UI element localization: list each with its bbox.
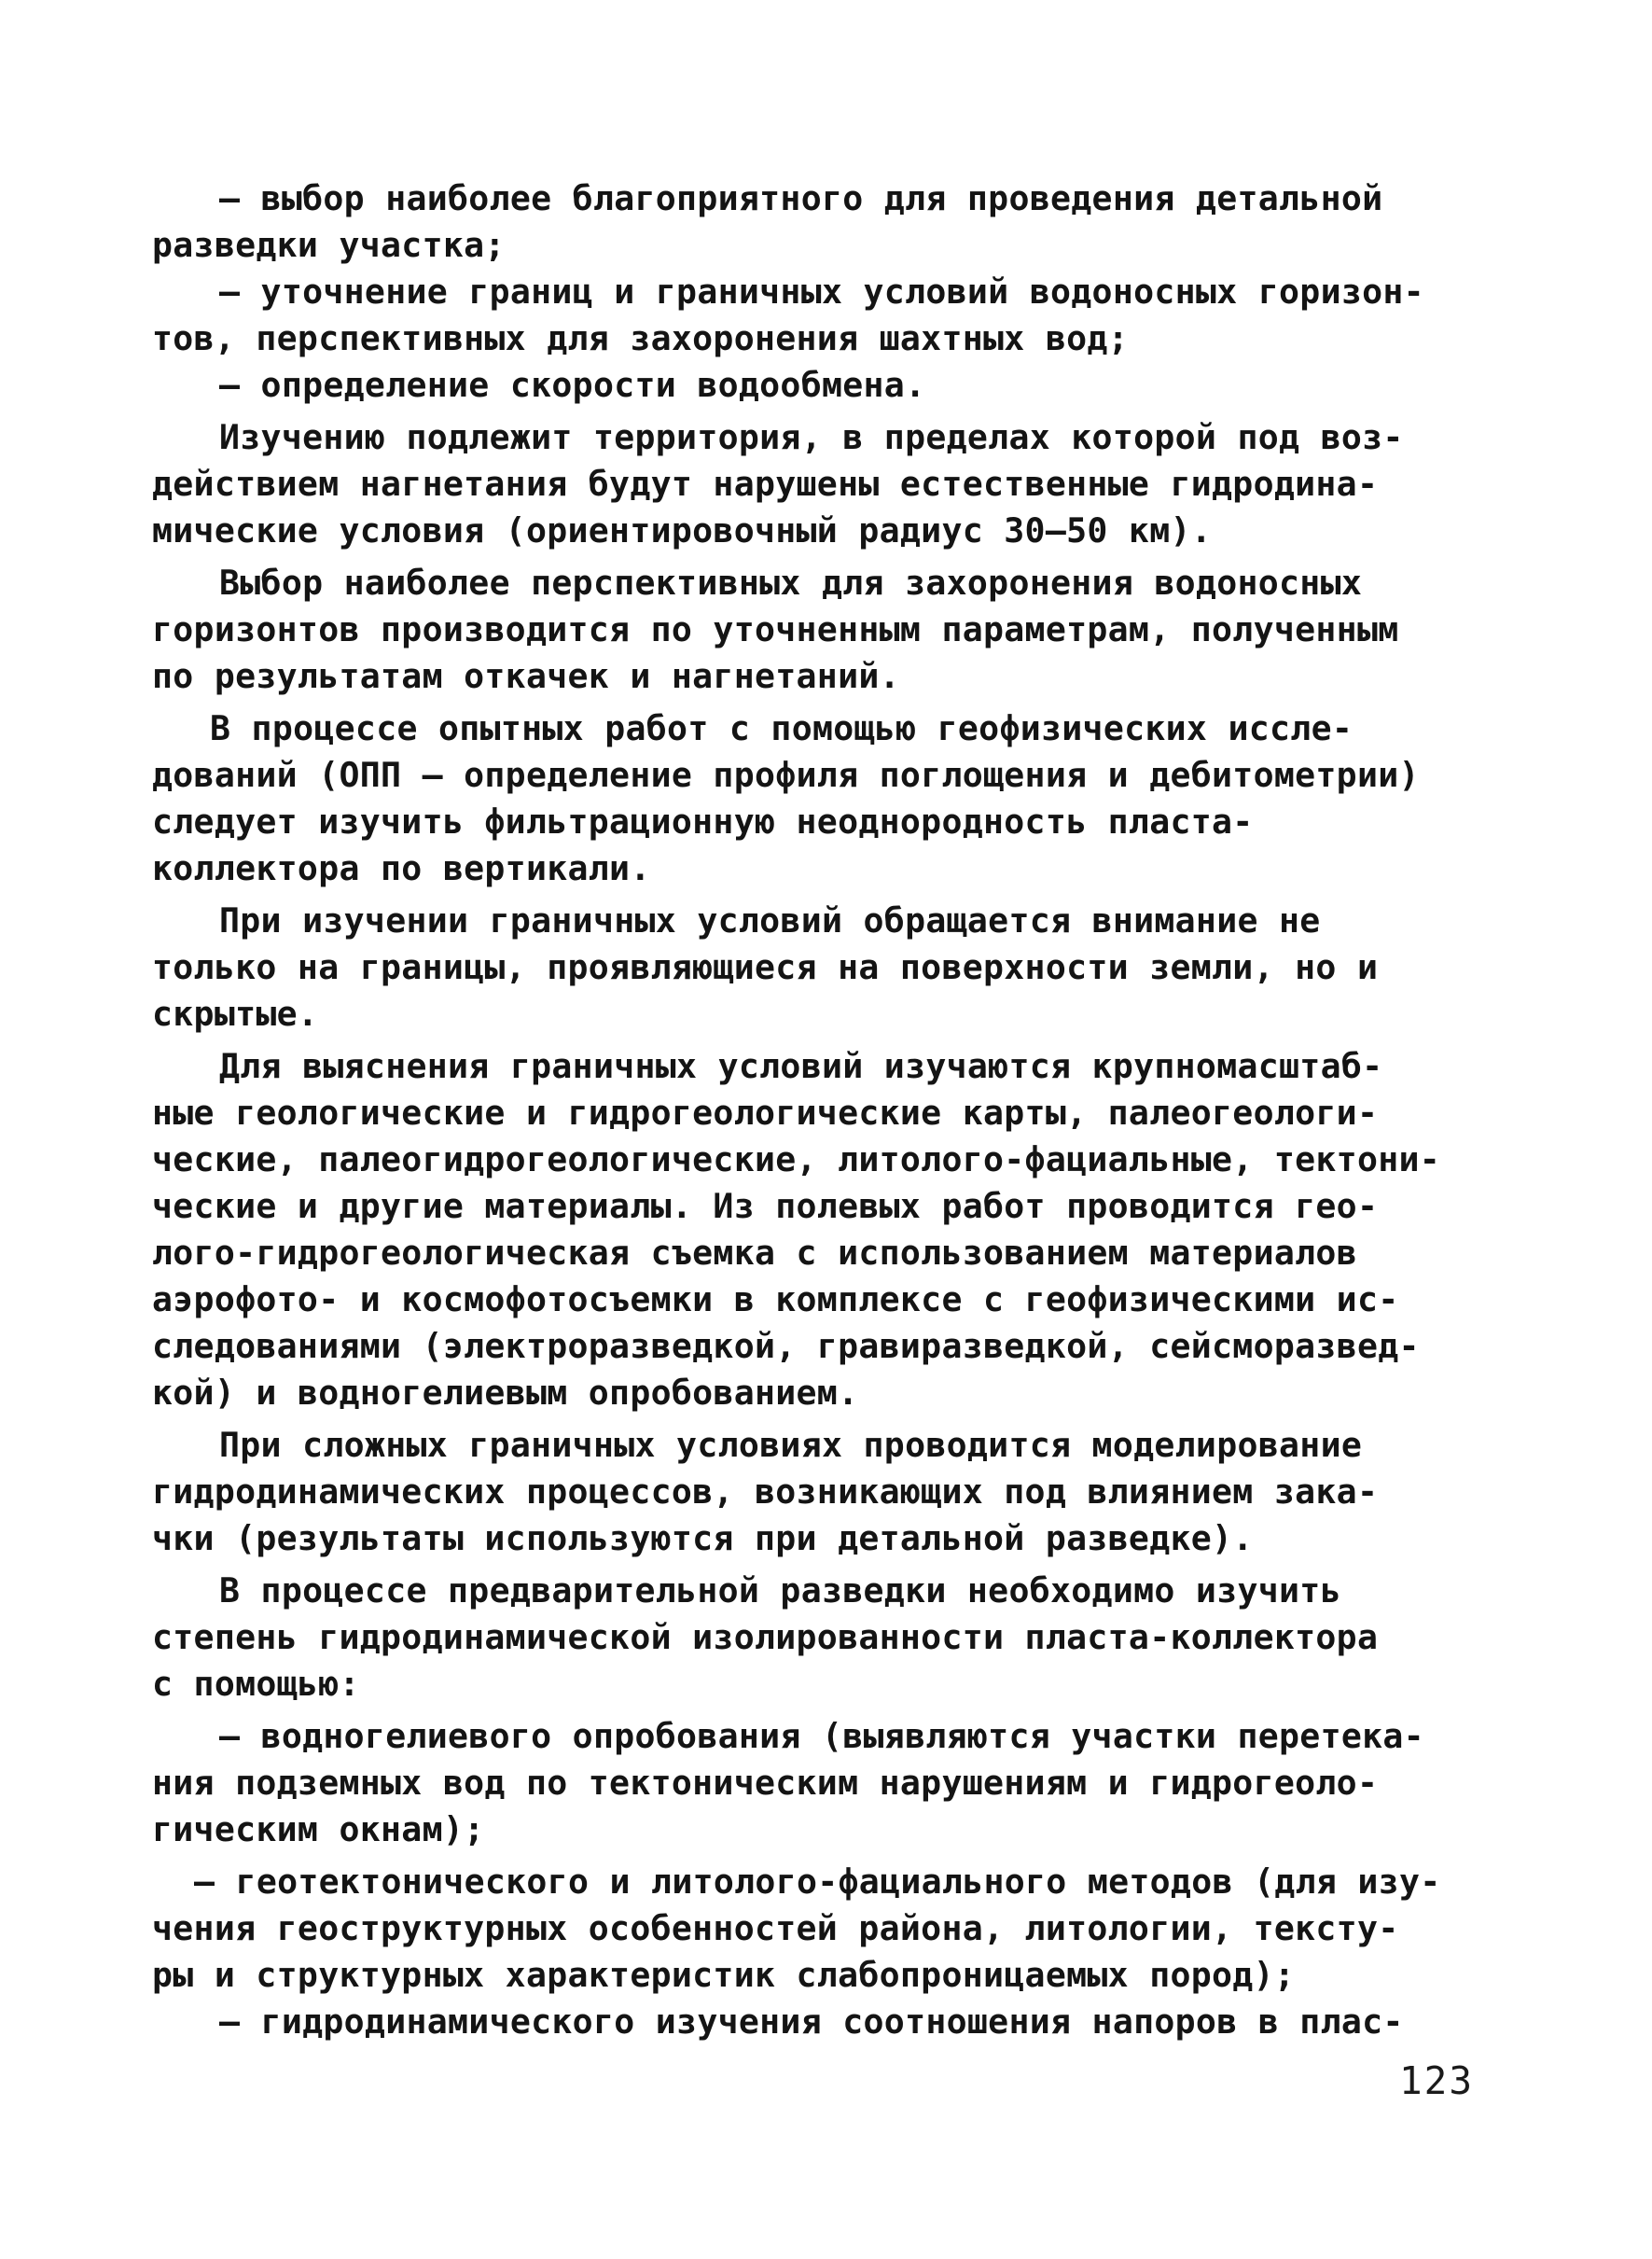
text-line: действием нагнетания будут нарушены естественные гидродина- [152, 464, 1379, 504]
text-line: скрытые. [152, 994, 319, 1034]
text-line: гическим окнам); [152, 1809, 485, 1849]
text-line: дований (ОПП – определение профиля поглощения и дебитометрии) [152, 755, 1420, 795]
text-line: чки (результаты используются при детальной разведке). [152, 1518, 1254, 1558]
text-line: Изучению подлежит территория, в пределах которой под воз- [219, 417, 1404, 457]
text-line: горизонтов производится по уточненным параметрам, полученным [152, 609, 1399, 649]
text-line: Выбор наиболее перспективных для захоронения водоносных [219, 563, 1363, 603]
text-line: – определение скорости водообмена. [219, 365, 926, 405]
text-line: – водногелиевого опробования (выявляются участки перетека- [219, 1716, 1424, 1756]
text-line: кой) и водногелиевым опробованием. [152, 1373, 859, 1413]
page-number: 123 [1399, 2058, 1475, 2103]
text-line: следует изучить фильтрационную неоднородность пласта- [152, 802, 1254, 842]
text-line: – геотектонического и литолого-фациального методов (для изу- [194, 1862, 1441, 1902]
text-line: ческие, палеогидрогеологические, литолого-фациальные, тектони- [152, 1139, 1441, 1179]
text-line: с помощью: [152, 1664, 360, 1704]
text-line: Для выяснения граничных условий изучаются крупномасштаб- [219, 1046, 1383, 1086]
text-line: степень гидродинамической изолированности пласта-коллектора [152, 1617, 1379, 1657]
text-line: ры и структурных характеристик слабопроницаемых пород); [152, 1955, 1296, 1995]
text-line: аэрофото- и космофотосъемки в комплексе с геофизическими ис- [152, 1279, 1399, 1319]
text-line: В процессе предварительной разведки необходимо изучить [219, 1570, 1341, 1611]
text-line: лого-гидрогеологическая съемка с использованием материалов [152, 1233, 1357, 1273]
text-line: – выбор наиболее благоприятного для проведения детальной [219, 178, 1383, 218]
text-line: по результатам откачек и нагнетаний. [152, 656, 900, 696]
text-line: ния подземных вод по тектоническим нарушениям и гидрогеоло- [152, 1763, 1379, 1803]
text-line: гидродинамических процессов, возникающих под влиянием зака- [152, 1471, 1379, 1512]
text-line: При сложных граничных условиях проводится моделирование [219, 1425, 1363, 1465]
text-line: ные геологические и гидрогеологические карты, палеогеологи- [152, 1093, 1379, 1133]
text-line: мические условия (ориентировочный радиус 30–50 км). [152, 510, 1213, 551]
text-line: При изучении граничных условий обращается внимание не [219, 900, 1321, 941]
text-line: В процессе опытных работ с помощью геофизических иссле- [210, 708, 1354, 748]
text-line: разведки участка; [152, 225, 506, 265]
text-line: тов, перспективных для захоронения шахтных вод; [152, 318, 1129, 358]
text-line: – уточнение границ и граничных условий водоносных горизон- [219, 272, 1424, 312]
text-line: коллектора по вертикали. [152, 848, 651, 888]
text-line: следованиями (электроразведкой, гравиразведкой, сейсморазвед- [152, 1326, 1420, 1366]
text-line: ческие и другие материалы. Из полевых работ проводится гео- [152, 1186, 1379, 1226]
text-line: только на границы, проявляющиеся на поверхности земли, но и [152, 947, 1379, 987]
text-line: чения геоструктурных особенностей района, литологии, тексту- [152, 1908, 1399, 1948]
text-line: – гидродинамического изучения соотношения напоров в плас- [219, 2001, 1404, 2042]
